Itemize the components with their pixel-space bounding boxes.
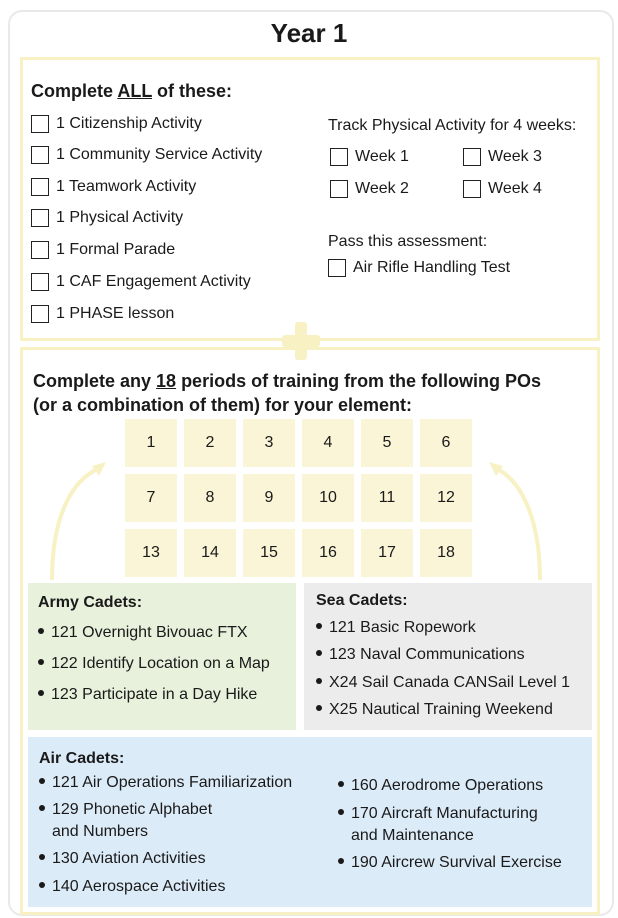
bullet-icon xyxy=(39,854,45,860)
bullet-icon xyxy=(338,781,344,787)
army-item: 122 Identify Location on a Map xyxy=(38,653,270,675)
period-cell[interactable]: 16 xyxy=(302,529,354,577)
bullet-icon xyxy=(316,678,322,684)
period-cell[interactable]: 10 xyxy=(302,474,354,522)
checklist-item-physical[interactable]: 1 Physical Activity xyxy=(31,209,183,227)
period-cell[interactable]: 18 xyxy=(420,529,472,577)
plus-icon xyxy=(282,322,320,360)
checkbox[interactable] xyxy=(31,241,49,259)
period-cell[interactable]: 14 xyxy=(184,529,236,577)
period-cell[interactable]: 3 xyxy=(243,419,295,467)
period-cell[interactable]: 8 xyxy=(184,474,236,522)
period-cell[interactable]: 5 xyxy=(361,419,413,467)
bullet-icon xyxy=(39,778,45,784)
checkbox[interactable] xyxy=(31,146,49,164)
period-cell[interactable]: 9 xyxy=(243,474,295,522)
army-item: 123 Participate in a Day Hike xyxy=(38,684,257,706)
period-grid xyxy=(125,419,475,579)
week-3-checkbox-row[interactable]: Week 3 xyxy=(463,148,542,166)
air-item: 121 Air Operations Familiarization xyxy=(39,772,292,794)
bullet-icon xyxy=(316,705,322,711)
checkbox[interactable] xyxy=(31,209,49,227)
air-item: 129 Phonetic Alphabet and Numbers xyxy=(39,799,212,843)
period-cell[interactable]: 6 xyxy=(420,419,472,467)
period-cell[interactable]: 2 xyxy=(184,419,236,467)
air-item: 160 Aerodrome Operations xyxy=(338,775,543,797)
bullet-icon xyxy=(39,882,45,888)
checklist-item-citizenship[interactable]: 1 Citizenship Activity xyxy=(31,115,202,133)
army-item: 121 Overnight Bivouac FTX xyxy=(38,622,248,644)
checkbox[interactable] xyxy=(330,148,348,166)
checklist-item-phase-lesson[interactable]: 1 PHASE lesson xyxy=(31,305,174,323)
bullet-icon xyxy=(39,805,45,811)
checkbox[interactable] xyxy=(31,115,49,133)
sea-cadets-panel xyxy=(304,583,592,730)
bullet-icon xyxy=(38,690,44,696)
army-cadets-title: Army Cadets: xyxy=(38,594,143,611)
track-activity-label: Track Physical Activity for 4 weeks: xyxy=(328,117,577,134)
page-title: Year 1 xyxy=(270,18,348,48)
air-item: 140 Aerospace Activities xyxy=(39,876,225,898)
period-cell[interactable]: 12 xyxy=(420,474,472,522)
bullet-icon xyxy=(38,628,44,634)
checkbox[interactable] xyxy=(31,305,49,323)
sea-item: 121 Basic Ropework xyxy=(316,617,476,639)
checkbox[interactable] xyxy=(330,180,348,198)
air-item: 190 Aircrew Survival Exercise xyxy=(338,852,562,874)
period-cell[interactable]: 17 xyxy=(361,529,413,577)
complete-all-heading: Complete ALL of these: xyxy=(31,81,233,101)
air-item: 170 Aircraft Manufacturing and Maintenance xyxy=(338,803,538,847)
period-cell[interactable]: 1 xyxy=(125,419,177,467)
week-4-checkbox-row[interactable]: Week 4 xyxy=(463,180,542,198)
checklist-item-teamwork[interactable]: 1 Teamwork Activity xyxy=(31,178,196,196)
bullet-icon xyxy=(38,659,44,665)
assessment-checkbox-row[interactable]: Air Rifle Handling Test xyxy=(328,259,510,277)
checkbox[interactable] xyxy=(31,178,49,196)
sea-item: 123 Naval Communications xyxy=(316,644,525,666)
checklist-item-caf-engagement[interactable]: 1 CAF Engagement Activity xyxy=(31,273,251,291)
bullet-icon xyxy=(316,650,322,656)
checkbox[interactable] xyxy=(463,180,481,198)
checkbox[interactable] xyxy=(328,259,346,277)
sea-item: X24 Sail Canada CANSail Level 1 xyxy=(316,672,570,694)
period-cell[interactable]: 15 xyxy=(243,529,295,577)
bullet-icon xyxy=(338,809,344,815)
bullet-icon xyxy=(316,623,322,629)
checklist-item-formal-parade[interactable]: 1 Formal Parade xyxy=(31,241,175,259)
sea-item: X25 Nautical Training Weekend xyxy=(316,699,553,721)
air-item: 130 Aviation Activities xyxy=(39,848,206,870)
sea-cadets-title: Sea Cadets: xyxy=(316,592,408,609)
bullet-icon xyxy=(338,858,344,864)
period-cell[interactable]: 13 xyxy=(125,529,177,577)
week-2-checkbox-row[interactable]: Week 2 xyxy=(330,180,409,198)
periods-heading: Complete any 18 periods of training from the following POs (or a combination of them) for your element: xyxy=(33,371,542,415)
air-cadets-title: Air Cadets: xyxy=(39,750,125,767)
checkbox[interactable] xyxy=(31,273,49,291)
checklist-item-community-service[interactable]: 1 Community Service Activity xyxy=(31,146,262,164)
period-cell[interactable]: 7 xyxy=(125,474,177,522)
week-1-checkbox-row[interactable]: Week 1 xyxy=(330,148,409,166)
period-cell[interactable]: 4 xyxy=(302,419,354,467)
period-cell[interactable]: 11 xyxy=(361,474,413,522)
pass-assessment-label: Pass this assessment: xyxy=(328,233,488,250)
checkbox[interactable] xyxy=(463,148,481,166)
army-cadets-panel xyxy=(28,583,296,730)
air-cadets-panel xyxy=(28,737,592,907)
